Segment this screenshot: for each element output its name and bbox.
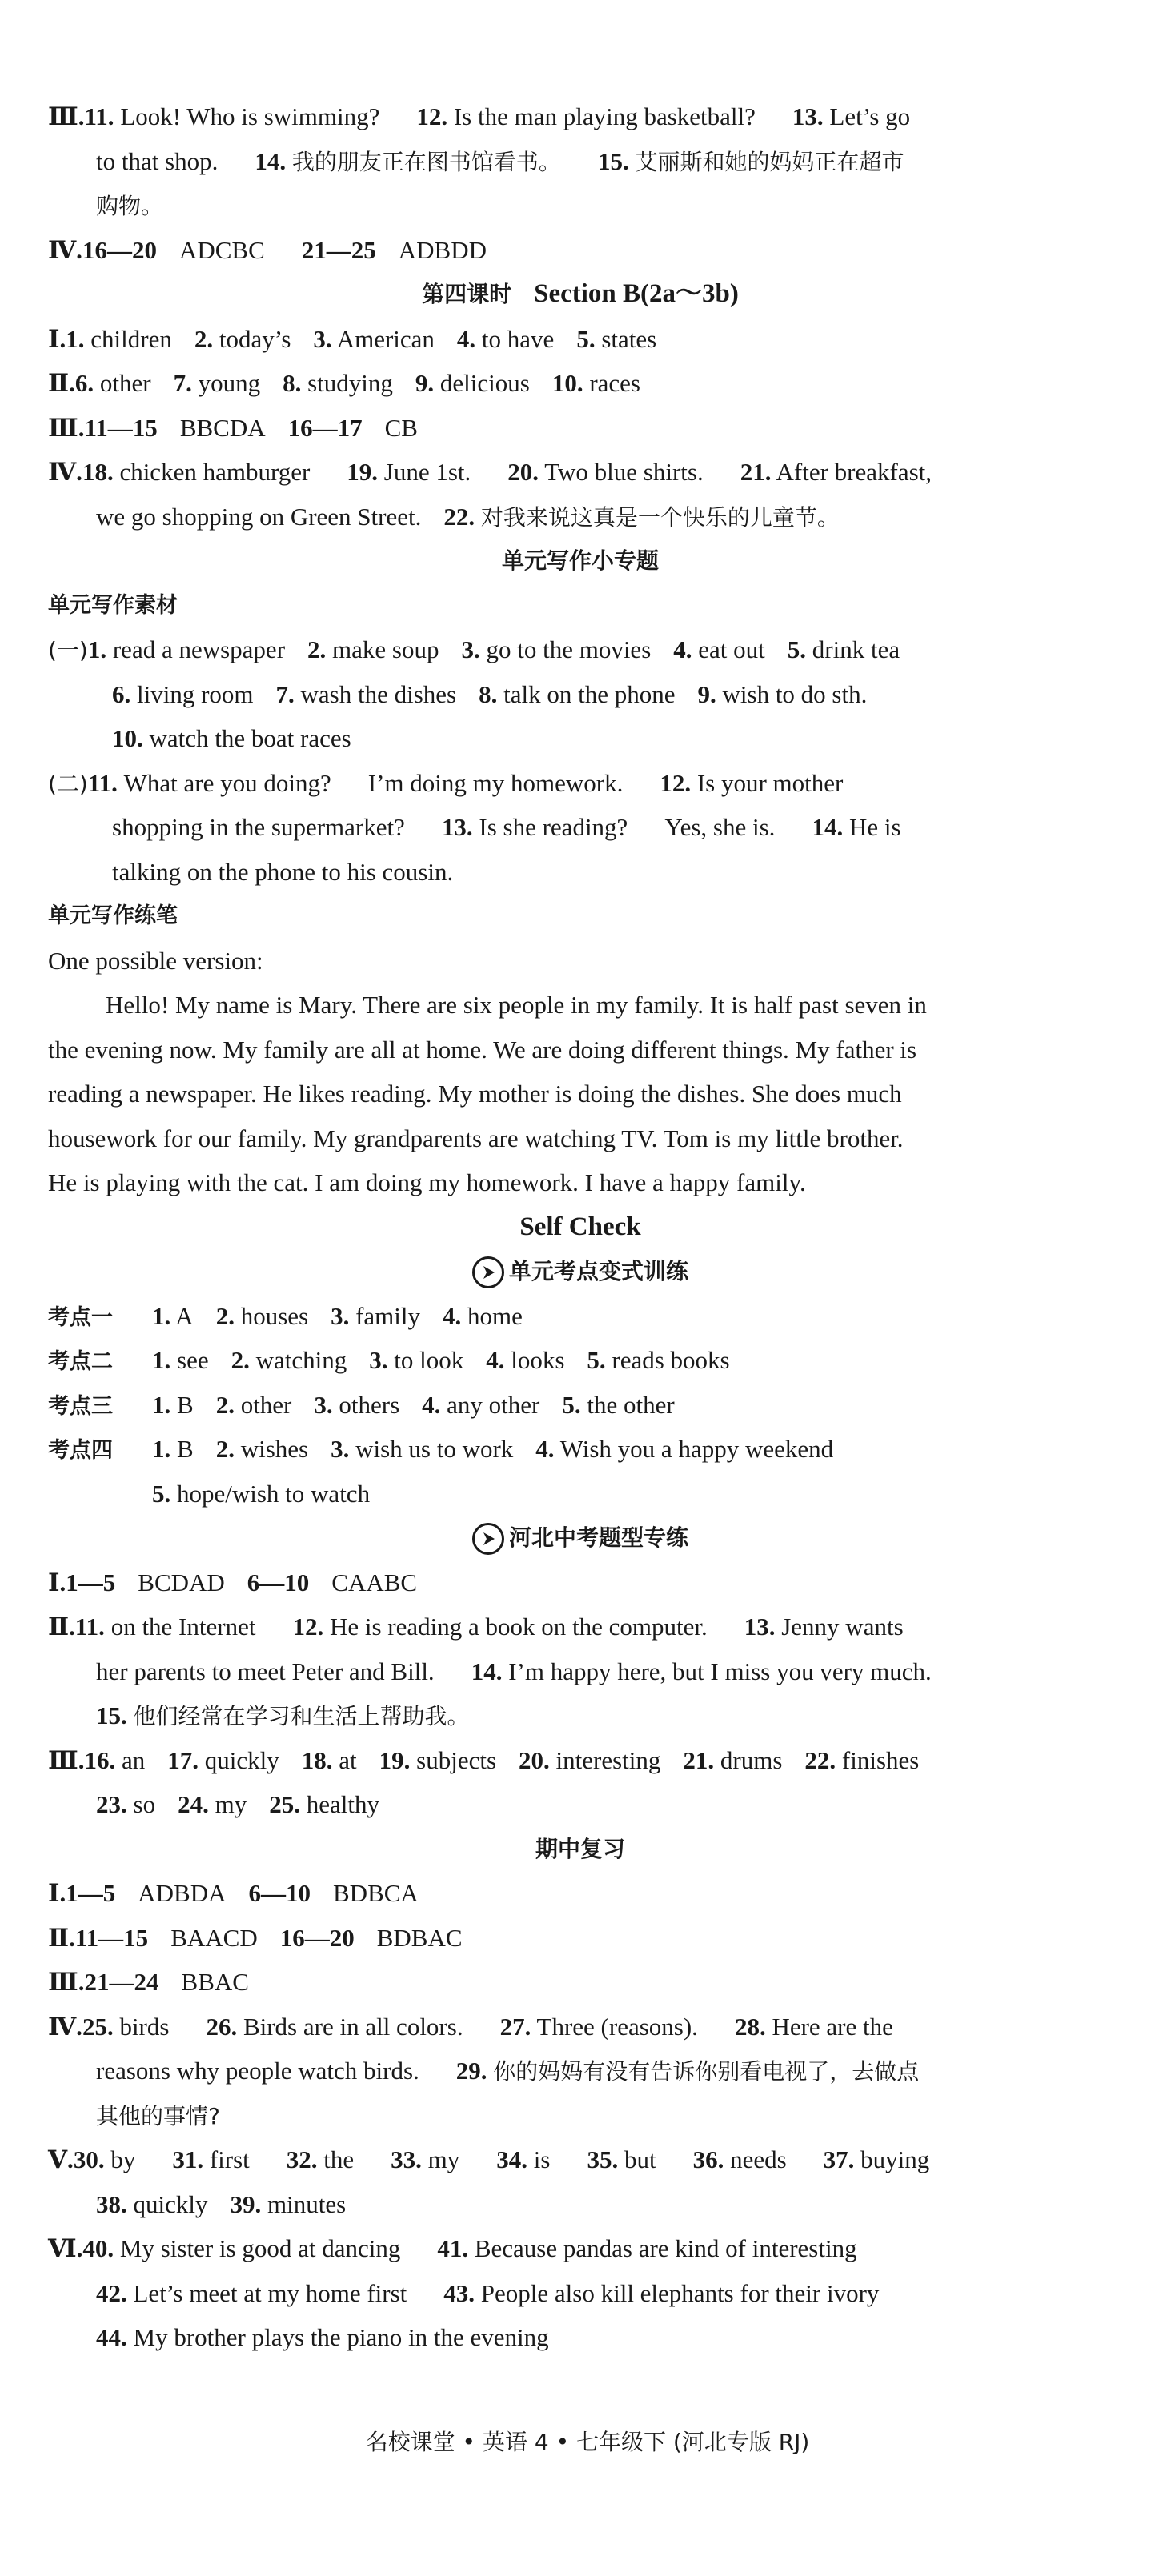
variant-heading: 单元考点变式训练	[48, 1249, 1113, 1294]
hebei-heading: 河北中考题型专练	[48, 1516, 1113, 1560]
midterm-s6-line2: 42. Let’s meet at my home first 43. People also kill elephants for their ivory	[96, 2278, 880, 2307]
arrow-right-icon	[472, 1256, 504, 1288]
writing-heading: 单元写作小专题	[501, 547, 659, 574]
writing-p1-line3: 10. watch the boat races	[112, 724, 351, 752]
midterm-s6-line3: 44. My brother plays the piano in the evening	[96, 2323, 549, 2351]
midterm-s1: Ⅰ.1—5 ADBDA 6—10 BDBCA	[48, 1879, 419, 1907]
midterm-s3: Ⅲ.21—24 BBAC	[48, 1968, 249, 1996]
essay-line: He is playing with the cat. I am doing my homework. I have a happy family.	[48, 1168, 806, 1196]
writing-p2-line1: (二)11. What are you doing? I’m doing my homework. 12. Is your mother	[48, 768, 844, 797]
kaodian-4-cont: 5. hope/wish to watch	[152, 1479, 371, 1508]
midterm-heading: 期中复习	[535, 1835, 625, 1862]
writing-material-title: 单元写作素材	[48, 592, 178, 618]
hebei-s2-line3: 15. 他们经常在学习和生活上帮助我。	[96, 1701, 470, 1729]
section-mark: Ⅲ.	[48, 102, 85, 130]
hebei-s3-line1: Ⅲ.16. an 17. quickly 18. at 19. subjects 20. interesting 21. drums 22. finishes	[48, 1745, 920, 1774]
lesson4-s1: Ⅰ.1. children 2. today’s 3. American 4. to have 5. states	[48, 324, 657, 353]
kaodian-3: 考点三 1. B 2. other 3. others 4. any other 5. the other	[48, 1390, 675, 1419]
lesson4-s2: Ⅱ.6. other 7. young 8. studying 9. delicious 10. races	[48, 369, 640, 397]
answer-page	[48, 94, 1113, 2360]
writing-p1-line2: 6. living room 7. wash the dishes 8. talk on the phone 9. wish to do sth.	[112, 679, 868, 708]
hebei-s3-line2: 23. so 24. my 25. healthy	[96, 1790, 379, 1818]
essay-line: reading a newspaper. He likes reading. My mother is doing the dishes. She does much	[48, 1080, 902, 1108]
unit-s3-line1: Ⅲ.11. Look! Who is swimming? 12. Is the man playing basketball? 13. Let’s go	[48, 102, 911, 130]
midterm-s2: Ⅱ.11—15 BAACD 16—20 BDBAC	[48, 1923, 463, 1952]
midterm-s4-line3: 其他的事情?	[96, 2102, 220, 2129]
lesson4-heading: 第四课时 Section B(2a～3b)	[422, 279, 739, 308]
essay-line: Hello! My name is Mary. There are six people in my family. It is half past seven in	[106, 991, 927, 1019]
unit-s4-line: Ⅳ.16—20 ADCBC 21—25 ADBDD	[48, 235, 487, 264]
midterm-s5-line2: 38. quickly 39. minutes	[96, 2189, 347, 2218]
unit-s3-line3: 购物。	[96, 193, 164, 219]
midterm-s5-line1: Ⅴ.30. by 31. first 32. the 33. my 34. is 35. but 36. needs 37. buying	[48, 2145, 930, 2173]
arrow-right-icon	[472, 1523, 504, 1555]
version-label: One possible version:	[48, 946, 263, 975]
lesson4-s3: Ⅲ.11—15 BBCDA 16—17 CB	[48, 413, 418, 442]
hebei-s2-line2: her parents to meet Peter and Bill. 14. I’m happy here, but I miss you very much.	[96, 1657, 932, 1685]
kaodian-2: 考点二 1. see 2. watching 3. to look 4. looks 5. reads books	[48, 1346, 730, 1374]
page-footer: 名校课堂 • 英语 4 • 七年级下 (河北专版 RJ)	[365, 2429, 810, 2455]
writing-practice-title: 单元写作练笔	[48, 903, 178, 928]
midterm-s4-line2: reasons why people watch birds. 29. 你的妈妈有没有告诉你别看电视了，去做点	[96, 2057, 920, 2085]
self-check-heading: Self Check	[519, 1212, 641, 1241]
lesson4-s4-line2: we go shopping on Green Street. 22. 对我来说这真是一个快乐的儿童节。	[96, 502, 840, 531]
hebei-s2-line1: Ⅱ.11. on the Internet 12. He is reading a book on the computer. 13. Jenny wants	[48, 1613, 904, 1641]
writing-p2-line3: talking on the phone to his cousin.	[112, 857, 454, 886]
lesson4-s4-line1: Ⅳ.18. chicken hamburger 19. June 1st. 20. Two blue shirts. 21. After breakfast,	[48, 458, 932, 486]
writing-p1-line1: (一)1. read a newspaper 2. make soup 3. go to the movies 4. eat out 5. drink tea	[48, 635, 900, 663]
unit-s3-line2: to that shop. 14. 我的朋友正在图书馆看书。 15. 艾丽斯和她的妈妈正在超市	[96, 146, 904, 175]
midterm-s6-line1: Ⅵ.40. My sister is good at dancing 41. Because pandas are kind of interesting	[48, 2234, 857, 2262]
writing-p2-line2: shopping in the supermarket? 13. Is she reading? Yes, she is. 14. He is	[112, 813, 901, 841]
midterm-s4-line1: Ⅳ.25. birds 26. Birds are in all colors. 27. Three (reasons). 28. Here are the	[48, 2012, 893, 2041]
kaodian-4: 考点四 1. B 2. wishes 3. wish us to work 4. Wish you a happy weekend	[48, 1435, 834, 1463]
kaodian-1: 考点一 1. A 2. houses 3. family 4. home	[48, 1301, 523, 1330]
essay-line: the evening now. My family are all at home. We are doing different things. My father is	[48, 1035, 917, 1064]
essay-line: housework for our family. My grandparents are watching TV. Tom is my little brother.	[48, 1124, 904, 1152]
hebei-s1: Ⅰ.1—5 BCDAD 6—10 CAABC	[48, 1568, 418, 1596]
